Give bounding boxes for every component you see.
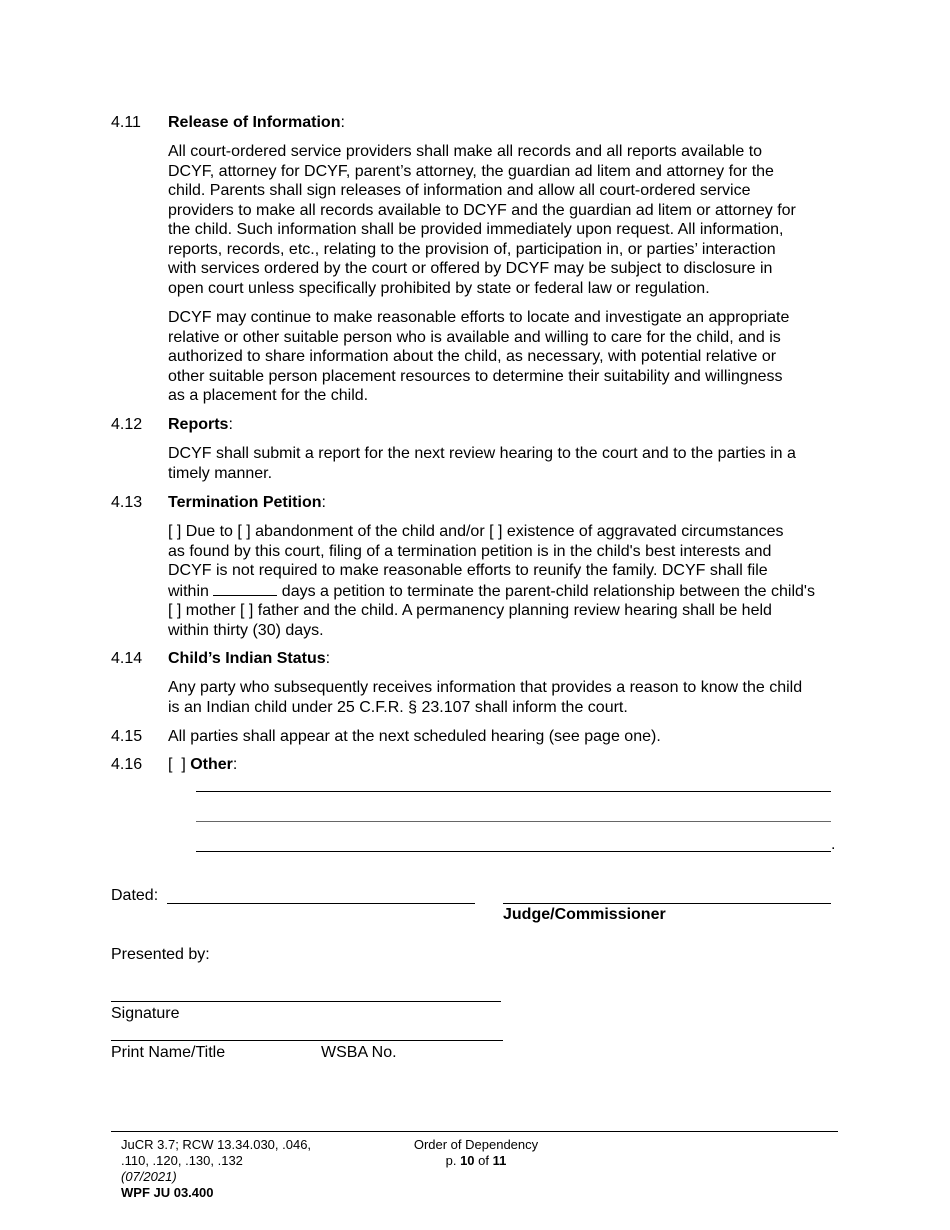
text-line: other suitable person placement resources to determine their suitability and willingness [168,367,783,385]
section-heading-4-14 [168,649,330,669]
footer-citation-line: .110, .120, .130, .132 [121,1153,243,1168]
text-line: authorized to share information about the child, as necessary, with potential relative or [168,348,777,365]
footer-doc-info [409,1137,543,1169]
text-line: open court unless specifically prohibited by state or federal law or regulation. [168,279,710,297]
text-line: DCYF may continue to make reasonable efforts to locate and investigate an appropriate [168,309,790,326]
print-name-line[interactable] [111,1040,503,1041]
days-blank-field[interactable] [213,581,277,596]
text-line: with services ordered by the court or offered by DCYF may be subject to disclosure in [168,260,773,277]
footer-rule-citation [121,1137,311,1201]
period: . [831,836,836,853]
judge-commissioner-label: Judge/Commissioner [503,906,666,923]
text-line: DCYF shall submit a report for the next review hearing to the court and to the parties in a [168,445,796,462]
reports-paragraph [168,444,846,483]
other-blank-line-3[interactable] [196,851,831,852]
text-line: reports, records, etc., relating to the provision of, participation in, or parties’ interaction [168,240,776,258]
footer-citation-line: JuCR 3.7; RCW 13.34.030, .046, [121,1137,312,1152]
footer-form-id: WPF JU 03.400 [121,1185,214,1200]
page-of: of [474,1153,493,1168]
section-number-4-16: 4.16 [111,756,143,773]
section-heading-4-16 [168,755,237,775]
wsba-no-label: WSBA No. [321,1044,397,1061]
appearance-text: All parties shall appear at the next scheduled hearing (see page one). [168,728,661,745]
section-heading-4-13 [168,493,326,513]
colon: : [325,650,331,667]
section-number-4-15: 4.15 [111,728,143,745]
colon: : [321,494,326,511]
text-line: within thirty (30) days. [168,621,324,639]
section-heading-4-12 [168,415,233,435]
text-line: relative or other suitable person who is available and willing to care for the child, and is [168,328,781,346]
section-number-4-13: 4.13 [111,494,143,511]
print-name-title-label: Print Name/Title [111,1044,226,1061]
colon: : [232,756,238,773]
text-line: the child. Such information shall be provided immediately upon request. All information, [168,221,784,238]
page-prefix: p. [445,1153,461,1168]
colon: : [340,114,345,131]
footer-page-number [409,1153,543,1169]
dated-label: Dated: [111,887,159,904]
section-title: Reports [168,416,229,433]
within-days-line [168,581,846,602]
page-current: 10 [460,1153,475,1168]
termination-petition-paragraph [168,522,846,640]
release-info-paragraph-2 [168,308,846,406]
other-blank-line-1[interactable] [196,791,831,792]
section-title: Release of Information [168,114,341,131]
dated-field[interactable] [167,903,475,904]
release-info-paragraph-1 [168,142,846,298]
text-line: All court-ordered service providers shall make all records and all reports available to [168,143,763,160]
text-line: providers to make all records available to DCYF and the guardian ad litem or attorney for [168,201,796,219]
text-line: as a placement for the child. [168,387,369,404]
section-number-4-12: 4.12 [111,416,143,433]
text-line: timely manner. [168,464,273,482]
footer-rule [111,1131,838,1132]
within-text: within [168,582,214,600]
section-title: Child’s Indian Status [168,650,326,667]
signature-label: Signature [111,1005,180,1022]
indian-status-paragraph [168,678,846,717]
signature-line[interactable] [111,1001,501,1002]
colon: : [228,416,233,433]
text-line: [ ] Due to [ ] abandonment of the child and/or [ ] existence of aggravated circumstances [168,523,784,540]
section-number-4-14: 4.14 [111,650,143,667]
days-text: days a petition to terminate the parent-child relationship between the child's [277,582,815,600]
page-total: 11 [492,1153,507,1168]
text-line: as found by this court, filing of a termination petition is in the child's best interests and [168,542,772,560]
footer-doc-title: Order of Dependency [413,1137,539,1152]
text-line: Any party who subsequently receives information that provides a reason to know the child [168,679,803,696]
section-number-4-11: 4.11 [111,114,141,131]
other-blank-line-2[interactable] [196,821,831,822]
section-title: Other [190,756,233,773]
section-heading-4-11 [168,113,345,133]
presented-by-label: Presented by: [111,946,210,963]
text-line: DCYF is not required to make reasonable efforts to reunify the family. DCYF shall file [168,562,768,579]
judge-signature-line[interactable] [503,903,831,904]
other-checkbox[interactable]: [ ] [168,756,186,773]
text-line: [ ] mother [ ] father and the child. A permanency planning review hearing shall be held [168,602,772,619]
text-line: DCYF, attorney for DCYF, parent’s attorney, the guardian ad litem and attorney for the [168,162,774,180]
section-title: Termination Petition [168,494,322,511]
footer-date: (07/2021) [121,1169,177,1184]
text-line: is an Indian child under 25 C.F.R. § 23.107 shall inform the court. [168,698,628,716]
text-line: child. Parents shall sign releases of information and allow all court-ordered service [168,182,751,199]
